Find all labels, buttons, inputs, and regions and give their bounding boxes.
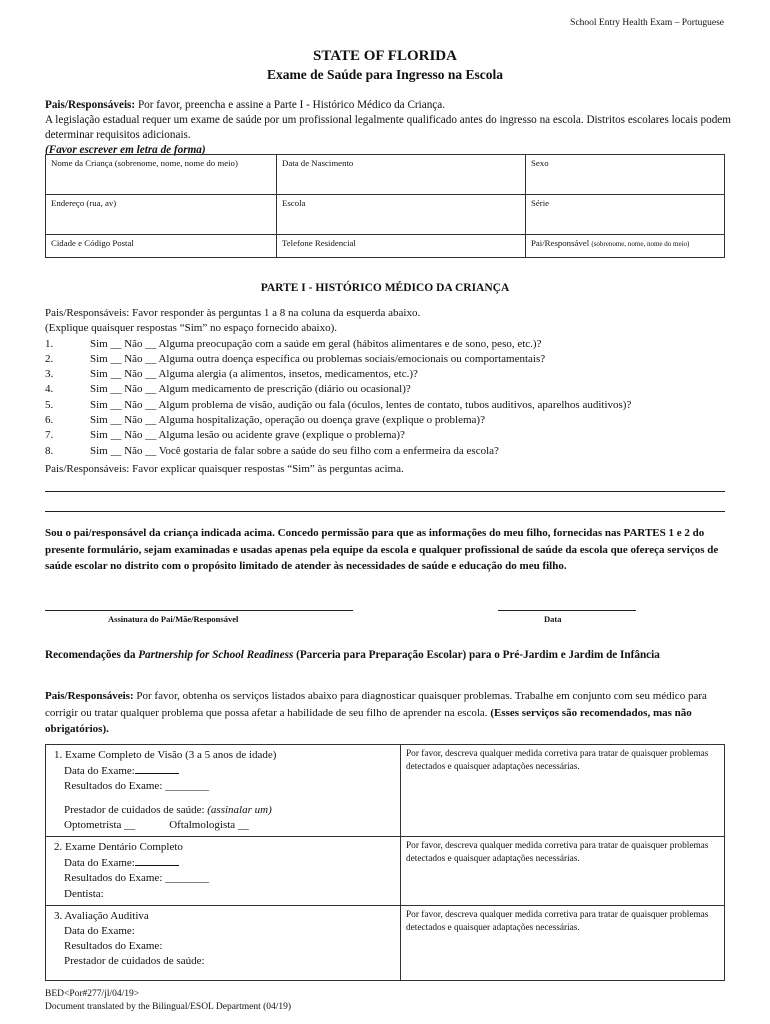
sex-field[interactable] xyxy=(526,155,725,195)
part1-instruction-explain: (Explique quaisquer respostas “Sim” no espaço fornecido abaixo). xyxy=(45,322,338,335)
reco-body: Por favor, obtenha os serviços listados abaixo para diagnosticar quaisquer problemas. Trabalhe em conjunto com seu médico para corrigir ou tratar qualquer problema que possa afetar a habilidade de seu filho de aprender na escola. xyxy=(45,690,707,719)
signature-label: Assinatura do Pai/Mãe/Responsável xyxy=(108,614,239,624)
signature-line[interactable] xyxy=(45,610,353,611)
dental-results[interactable]: Resultados do Exame: ________ xyxy=(64,872,210,885)
vision-corrective-cell[interactable] xyxy=(401,745,725,837)
dental-dentist[interactable]: Dentista: xyxy=(64,887,104,900)
print-note: (Favor escrever em letra de forma) xyxy=(45,144,206,156)
phone-label: Telefone Residencial xyxy=(282,238,356,248)
birth-date-field[interactable] xyxy=(277,155,526,195)
intro-section xyxy=(45,98,735,158)
hearing-results[interactable]: Resultados do Exame: xyxy=(64,940,163,953)
parent-label-note: (sobrenome, nome, nome do meio) xyxy=(591,240,690,248)
vision-exam-cell xyxy=(46,745,401,837)
question-text: Sim __ Não __ Alguma outra doença específica ou problemas sociais/emocionais ou comportamentais? xyxy=(90,352,546,365)
child-info-table xyxy=(45,154,725,258)
vision-results[interactable]: Resultados do Exame: ________ xyxy=(64,780,210,793)
reco-bold-tail: (Esses serviços são recomendados, mas não obrigatórios). xyxy=(45,706,692,735)
question-6[interactable] xyxy=(45,413,745,428)
vision-provider-note: (assinalar um) xyxy=(207,803,272,816)
address-label: Endereço (rua, av) xyxy=(51,198,117,208)
dental-date[interactable] xyxy=(54,855,392,871)
question-text: Sim __ Não __ Algum problema de visão, audição ou fala (óculos, lentes de contato, tubos auditivos, aparelhos auditivos)? xyxy=(90,398,632,411)
school-field[interactable] xyxy=(277,195,526,235)
sex-label: Sexo xyxy=(531,158,549,168)
hearing-exam-cell xyxy=(46,905,401,980)
parent-label: Pai/Responsável xyxy=(531,238,590,248)
dental-corrective-note: Por favor, descreva qualquer medida corretiva para tratar de quaisquer problemas detectados e quaisquer adaptações necessárias. xyxy=(406,841,709,865)
recommendations-text xyxy=(45,688,735,738)
reco-title-post: (Parceria para Preparação Escolar) para o Pré-Jardim e Jardim de Infância xyxy=(293,649,660,661)
ophthalmologist-option[interactable]: Oftalmologista __ xyxy=(169,818,249,831)
question-text: Sim __ Não __ Alguma hospitalização, operação ou doença grave (explique o problema)? xyxy=(90,414,485,427)
question-number: 2. xyxy=(45,352,54,365)
page-subtitle: Exame de Saúde para Ingresso na Escola xyxy=(266,67,504,82)
question-text: Sim __ Não __ Alguma preocupação com a saúde em geral (hábitos alimentares e de sono, peso, etc.)? xyxy=(90,337,542,350)
question-7[interactable] xyxy=(45,428,745,443)
exams-table xyxy=(45,744,725,981)
footer-translated: Document translated by the Bilingual/ESOL Department (04/19) xyxy=(45,1002,292,1012)
part1-instruction: Pais/Responsáveis: Favor responder às perguntas 1 a 8 na coluna da esquerda abaixo. xyxy=(45,307,421,319)
dental-corrective-cell[interactable] xyxy=(401,837,725,906)
hearing-title: 3. Avaliação Auditiva xyxy=(54,909,149,922)
question-number: 3. xyxy=(45,368,54,381)
recommendations-title xyxy=(45,648,735,664)
vision-corrective-note: Por favor, descreva qualquer medida corretiva para tratar de quaisquer problemas detectados e quaisquer adaptações necessárias. xyxy=(406,749,709,772)
part1-questions xyxy=(45,306,745,477)
question-number: 6. xyxy=(45,414,54,427)
grade-label: Série xyxy=(531,198,550,208)
vision-provider-label: Prestador de cuidados de saúde: xyxy=(64,803,208,816)
question-text: Sim __ Não __ Alguma alergia (a alimentos, insetos, medicamentos, etc.)? xyxy=(90,368,418,381)
vision-date-line xyxy=(135,763,179,774)
hearing-corrective-note: Por favor, descreva qualquer medida corretiva para tratar de quaisquer problemas detectados e quaisquer adaptações necessárias. xyxy=(406,909,709,933)
question-4[interactable] xyxy=(45,382,745,397)
dental-title: 2. Exame Dentário Completo xyxy=(54,841,183,854)
reco-lead: Pais/Responsáveis: xyxy=(45,690,134,702)
question-number: 8. xyxy=(45,444,54,457)
child-name-label: Nome da Criança (sobrenome, nome, nome do meio) xyxy=(51,158,238,168)
vision-date[interactable] xyxy=(54,763,392,779)
hearing-date[interactable]: Data do Exame: xyxy=(64,925,135,938)
explain-line-1[interactable] xyxy=(45,491,725,492)
question-number: 4. xyxy=(45,383,54,396)
consent-text: Sou o pai/responsável da criança indicada acima. Concedo permissão para que as informações do meu filho, fornecidas nas PARTES 1 e 2 do presente formulário, sejam examinadas e usadas apenas pela equipe da escola e qualquer profissional de saúde da escola que ofereça serviços de saúde escolar no distrito com o propósito limitado de atender às necessidades de saúde e educação do meu filho. xyxy=(45,527,719,572)
question-5[interactable] xyxy=(45,398,745,413)
parent-field[interactable] xyxy=(526,235,725,258)
dental-exam-cell xyxy=(46,837,401,906)
intro-lead: Pais/Responsáveis: xyxy=(45,99,136,111)
explain-instruction: Pais/Responsáveis: Favor explicar quaisquer respostas “Sim” às perguntas acima. xyxy=(45,462,404,475)
question-8[interactable] xyxy=(45,444,745,459)
vision-provider xyxy=(54,803,392,818)
question-2[interactable] xyxy=(45,352,745,367)
date-label: Data xyxy=(544,614,562,624)
header-form-label: School Entry Health Exam – Portuguese xyxy=(570,18,724,28)
question-number: 7. xyxy=(45,429,54,442)
city-zip-label: Cidade e Código Postal xyxy=(51,238,134,248)
date-line[interactable] xyxy=(498,610,636,611)
hearing-corrective-cell[interactable] xyxy=(401,905,725,980)
question-text: Sim __ Não __ Algum medicamento de prescrição (diário ou ocasional)? xyxy=(90,383,411,396)
dental-date-line xyxy=(135,855,179,866)
question-number: 5. xyxy=(45,398,54,411)
question-1[interactable] xyxy=(45,337,745,352)
optometrist-option[interactable]: Optometrista __ xyxy=(64,818,136,831)
phone-field[interactable] xyxy=(277,235,526,258)
city-zip-field[interactable] xyxy=(46,235,277,258)
footer-code: BED<Por#277/jl/04/19> xyxy=(45,989,140,999)
part1-title: PARTE I - HISTÓRICO MÉDICO DA CRIANÇA xyxy=(260,282,510,294)
intro-lead-text: Por favor, preencha e assine a Parte I - Histórico Médico da Criança. xyxy=(135,99,446,111)
hearing-provider[interactable]: Prestador de cuidados de saúde: xyxy=(64,955,205,968)
address-field[interactable] xyxy=(46,195,277,235)
intro-legislation: A legislação estadual requer um exame de saúde por um profissional legalmente qualificado antes do ingresso na escola. Distritos escolares locais podem determinar requisitos adicionais. xyxy=(45,114,731,141)
vision-title: 1. Exame Completo de Visão (3 a 5 anos de idade) xyxy=(54,749,277,761)
grade-field[interactable] xyxy=(526,195,725,235)
birth-date-label: Data de Nascimento xyxy=(282,158,354,168)
reco-title-italic: Partnership for School Readiness xyxy=(138,649,294,661)
vision-date-label: Data do Exame: xyxy=(64,765,135,778)
explain-line-2[interactable] xyxy=(45,511,725,512)
dental-date-label: Data do Exame: xyxy=(64,857,135,870)
question-number: 1. xyxy=(45,337,54,350)
reco-title-pre: Recomendações da xyxy=(45,649,139,661)
question-text: Sim __ Não __ Você gostaria de falar sobre a saúde do seu filho com a enfermeira da escola? xyxy=(90,444,499,457)
school-label: Escola xyxy=(282,198,306,208)
page-title: STATE OF FLORIDA xyxy=(313,48,457,64)
footer xyxy=(45,988,291,1014)
question-text: Sim __ Não __ Alguma lesão ou acidente grave (explique o problema)? xyxy=(90,429,405,442)
question-3[interactable] xyxy=(45,367,745,382)
vision-provider-options[interactable] xyxy=(54,818,392,833)
child-name-field[interactable] xyxy=(46,155,277,195)
